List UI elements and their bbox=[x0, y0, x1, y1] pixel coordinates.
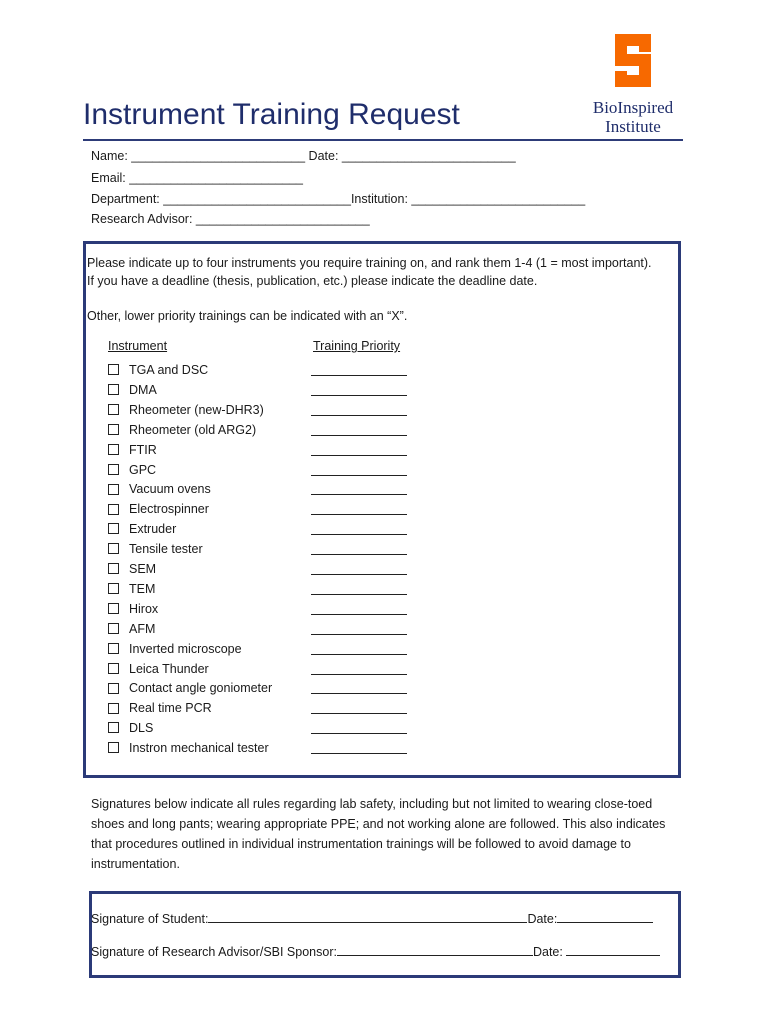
instructions-line-2: If you have a deadline (thesis, publication, etc.) please indicate the deadline date. bbox=[87, 274, 538, 288]
instrument-label: FTIR bbox=[129, 442, 157, 457]
instrument-label: GPC bbox=[129, 462, 157, 477]
page-title: Instrument Training Request bbox=[83, 98, 460, 131]
priority-input-line[interactable] bbox=[311, 463, 407, 476]
priority-input-line[interactable] bbox=[311, 662, 407, 675]
instrument-label: Extruder bbox=[129, 522, 177, 537]
instrument-label: DLS bbox=[129, 721, 154, 736]
instrument-checkbox[interactable] bbox=[108, 424, 119, 435]
instrument-row bbox=[108, 502, 209, 522]
research-advisor-field[interactable]: Research Advisor: _________________________ bbox=[91, 212, 370, 226]
instrument-label: Tensile tester bbox=[129, 542, 203, 557]
instrument-row bbox=[108, 542, 203, 562]
instrument-row bbox=[108, 721, 153, 741]
priority-input-line[interactable] bbox=[311, 502, 407, 515]
instrument-row bbox=[108, 662, 209, 682]
instrument-row bbox=[108, 602, 158, 622]
instrument-row bbox=[108, 681, 272, 701]
signature-statement: Signatures below indicate all rules regarding lab safety, including but not limited to wearing close-toed shoes and long pants; wearing appropriate PPE; and not working alone are followed. This also indicates that procedures outlined in individual instrumentation trainings will be followed to avoid damage to instrumentation. bbox=[91, 797, 666, 871]
institute-logo-text bbox=[584, 98, 682, 136]
priority-input-line[interactable] bbox=[311, 741, 407, 754]
title-divider bbox=[83, 139, 683, 141]
instrument-checkbox[interactable] bbox=[108, 484, 119, 495]
instrument-label: AFM bbox=[129, 621, 156, 636]
instrument-label: Rheometer (old ARG2) bbox=[129, 422, 257, 437]
instrument-checkbox[interactable] bbox=[108, 703, 119, 714]
name-date-field[interactable]: Name: _________________________ Date: _________________________ bbox=[91, 149, 516, 163]
advisor-signature-line[interactable] bbox=[337, 943, 533, 956]
instrument-label: TEM bbox=[129, 581, 156, 596]
instrument-row bbox=[108, 642, 242, 662]
instrument-row bbox=[108, 403, 264, 423]
instrument-row bbox=[108, 582, 155, 602]
priority-input-line[interactable] bbox=[311, 701, 407, 714]
column-header-priority: Training Priority bbox=[313, 339, 401, 353]
column-header-instrument: Instrument bbox=[108, 339, 168, 353]
instrument-checkbox[interactable] bbox=[108, 404, 119, 415]
instrument-checkbox[interactable] bbox=[108, 543, 119, 554]
instrument-checkbox[interactable] bbox=[108, 603, 119, 614]
priority-input-line[interactable] bbox=[311, 542, 407, 555]
instrument-row bbox=[108, 423, 256, 443]
instructions-line-1: Please indicate up to four instruments you require training on, and rank them 1-4 (1 = most important). bbox=[87, 256, 652, 270]
instrument-checkbox[interactable] bbox=[108, 722, 119, 733]
logo-name: BioInspired bbox=[592, 98, 674, 117]
instrument-checkbox[interactable] bbox=[108, 583, 119, 594]
priority-input-line[interactable] bbox=[311, 482, 407, 495]
instrument-checkbox[interactable] bbox=[108, 444, 119, 455]
instrument-row bbox=[108, 363, 208, 383]
instrument-label: Inverted microscope bbox=[129, 641, 242, 656]
advisor-date-line[interactable] bbox=[566, 943, 660, 956]
priority-input-line[interactable] bbox=[311, 363, 407, 376]
instrument-label: SEM bbox=[129, 562, 157, 576]
instrument-row bbox=[108, 463, 156, 483]
priority-input-line[interactable] bbox=[311, 681, 407, 694]
instrument-checkbox[interactable] bbox=[108, 504, 119, 515]
instrument-row bbox=[108, 383, 157, 403]
priority-input-line[interactable] bbox=[311, 443, 407, 456]
priority-input-line[interactable] bbox=[311, 383, 407, 396]
priority-input-line[interactable] bbox=[311, 522, 407, 535]
instrument-checkbox[interactable] bbox=[108, 683, 119, 694]
logo-sub: Institute bbox=[605, 117, 661, 136]
instrument-label: Instron mechanical tester bbox=[129, 741, 269, 756]
instrument-row bbox=[108, 741, 269, 761]
department-institution-field[interactable]: Department: ___________________________Institution: _________________________ bbox=[91, 192, 586, 206]
instrument-label: Electrospinner bbox=[129, 502, 209, 517]
instrument-row bbox=[108, 701, 212, 721]
syracuse-s-logo-icon bbox=[612, 34, 654, 90]
priority-input-line[interactable] bbox=[311, 582, 407, 595]
student-signature-label: Signature of Student: bbox=[91, 912, 209, 926]
email-field[interactable]: Email: _________________________ bbox=[91, 171, 303, 185]
student-date-line[interactable] bbox=[557, 910, 653, 923]
instrument-checkbox[interactable] bbox=[108, 384, 119, 395]
instrument-row bbox=[108, 562, 156, 582]
instrument-label: Contact angle goniometer bbox=[129, 681, 273, 696]
instrument-label: TGA and DSC bbox=[129, 363, 209, 377]
advisor-signature-row[interactable] bbox=[91, 943, 660, 959]
instrument-label: DMA bbox=[129, 382, 157, 397]
instrument-label: Leica Thunder bbox=[129, 661, 209, 676]
instrument-row bbox=[108, 482, 211, 502]
signature-box bbox=[89, 891, 681, 978]
instrument-row bbox=[108, 622, 155, 642]
student-date-label: Date: bbox=[527, 912, 558, 926]
instrument-checkbox[interactable] bbox=[108, 623, 119, 634]
instructions-line-3: Other, lower priority trainings can be indicated with an “X”. bbox=[87, 309, 408, 323]
advisor-date-label: Date: bbox=[532, 945, 563, 959]
instrument-checkbox[interactable] bbox=[108, 523, 119, 534]
student-signature-line[interactable] bbox=[208, 910, 527, 923]
instrument-checkbox[interactable] bbox=[108, 364, 119, 375]
instrument-label: Real time PCR bbox=[129, 701, 212, 716]
instrument-checkbox[interactable] bbox=[108, 464, 119, 475]
advisor-signature-label: Signature of Research Advisor/SBI Sponsor: bbox=[91, 945, 337, 959]
instrument-row bbox=[108, 522, 176, 542]
instrument-label: Hirox bbox=[129, 601, 159, 616]
priority-input-line[interactable] bbox=[311, 602, 407, 615]
instrument-checkbox[interactable] bbox=[108, 643, 119, 654]
instrument-checkbox[interactable] bbox=[108, 663, 119, 674]
instrument-label: Vacuum ovens bbox=[129, 482, 211, 497]
priority-input-line[interactable] bbox=[311, 562, 407, 575]
instrument-label: Rheometer (new-DHR3) bbox=[129, 402, 264, 417]
instrument-checkbox[interactable] bbox=[108, 742, 119, 753]
instrument-checkbox[interactable] bbox=[108, 563, 119, 574]
student-signature-row[interactable] bbox=[91, 910, 653, 926]
instrument-row bbox=[108, 443, 157, 463]
priority-input-line[interactable] bbox=[311, 721, 407, 734]
priority-input-line[interactable] bbox=[311, 423, 407, 436]
priority-input-line[interactable] bbox=[311, 622, 407, 635]
priority-input-line[interactable] bbox=[311, 642, 407, 655]
priority-input-line[interactable] bbox=[311, 403, 407, 416]
